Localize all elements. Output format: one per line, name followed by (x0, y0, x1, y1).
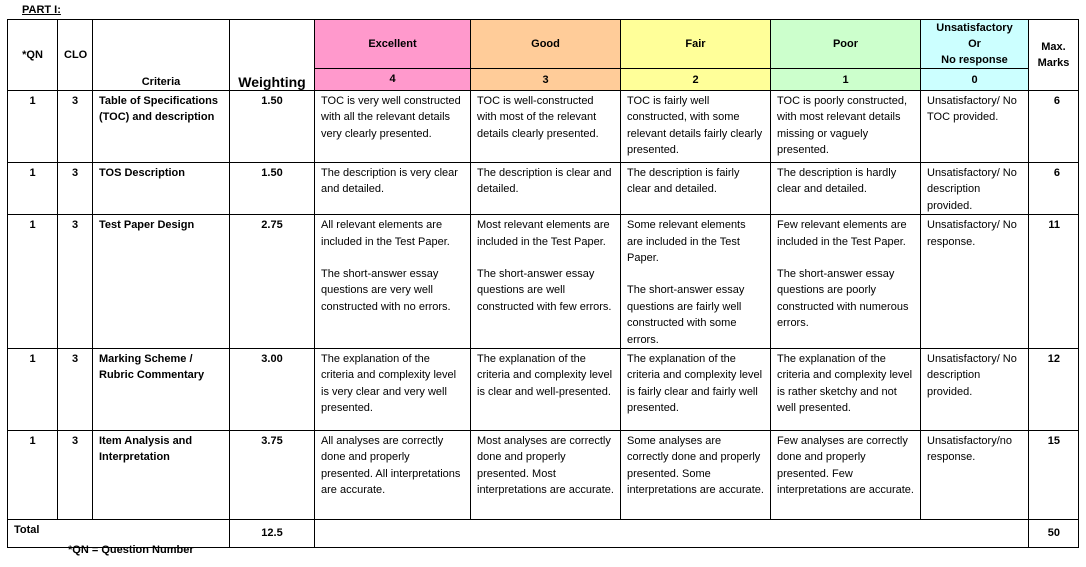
fair-cell: TOC is fairly well constructed, with some relevant details fairly clearly presented. (621, 91, 771, 163)
table-row (8, 163, 1079, 215)
clo-cell: 3 (58, 349, 93, 431)
excellent-cell (315, 215, 471, 349)
total-label: Total (8, 520, 230, 548)
level-poor-header: Poor (771, 20, 921, 69)
max-marks-cell: 11 (1029, 215, 1079, 349)
weighting-cell: 1.50 (230, 91, 315, 163)
max-marks-cell: 15 (1029, 431, 1079, 520)
good-para-1: Most relevant elements are included in the Test Paper. (477, 219, 610, 248)
part-title: PART I: (22, 4, 61, 16)
weighting-cell: 2.75 (230, 215, 315, 349)
footnote: *QN = Question Number (68, 544, 194, 556)
level-unsatisfactory-header (921, 20, 1029, 69)
score-4: 4 (315, 69, 471, 91)
unsatisfactory-cell: Unsatisfactory/ No response. (921, 215, 1029, 349)
max-line-2: Marks (1037, 57, 1070, 69)
unsat-line-1: Unsatisfactory (936, 22, 1013, 34)
unsat-line-2: Or (968, 38, 981, 50)
criteria-cell: Table of Specifications (TOC) and description (93, 91, 230, 163)
clo-header: CLO (58, 20, 93, 91)
weighting-cell: 1.50 (230, 163, 315, 215)
total-max-marks: 50 (1029, 520, 1079, 548)
criteria-cell: TOS Description (93, 163, 230, 215)
good-cell: The explanation of the criteria and complexity level is clear and well-presented. (471, 349, 621, 431)
poor-cell: TOC is poorly constructed, with most relevant details missing or vaguely presented. (771, 91, 921, 163)
max-marks-cell: 6 (1029, 163, 1079, 215)
max-line-1: Max. (1041, 41, 1066, 53)
clo-cell: 3 (58, 163, 93, 215)
max-marks-header (1029, 20, 1079, 91)
poor-cell (771, 215, 921, 349)
rubric-table (7, 19, 1079, 548)
weighting-cell: 3.00 (230, 349, 315, 431)
fair-cell: The description is fairly clear and detailed. (621, 163, 771, 215)
table-row (8, 431, 1079, 520)
criteria-header: Criteria (93, 20, 230, 91)
unsatisfactory-cell: Unsatisfactory/no response. (921, 431, 1029, 520)
poor-cell: The description is hardly clear and detailed. (771, 163, 921, 215)
excellent-cell: TOC is very well constructed with all the relevant details very clearly presented. (315, 91, 471, 163)
clo-cell: 3 (58, 431, 93, 520)
score-1: 1 (771, 69, 921, 91)
fair-cell: The explanation of the criteria and complexity level is fairly clear and fairly well presented. (621, 349, 771, 431)
unsatisfactory-cell: Unsatisfactory/ No TOC provided. (921, 91, 1029, 163)
qn-header: *QN (8, 20, 58, 91)
qn-cell: 1 (8, 349, 58, 431)
excellent-cell: The description is very clear and detailed. (315, 163, 471, 215)
unsatisfactory-cell: Unsatisfactory/ No description provided. (921, 163, 1029, 215)
criteria-cell: Item Analysis and Interpretation (93, 431, 230, 520)
table-row (8, 91, 1079, 163)
score-2: 2 (621, 69, 771, 91)
level-fair-header: Fair (621, 20, 771, 69)
good-cell: Most analyses are correctly done and properly presented. Most interpretations are accurate. (471, 431, 621, 520)
excellent-cell: The explanation of the criteria and complexity level is very clear and very well presented. (315, 349, 471, 431)
poor-cell: Few analyses are correctly done and properly presented. Few interpretations are accurate. (771, 431, 921, 520)
fair-para-2: The short-answer essay questions are fairly well constructed with some errors. (627, 284, 745, 346)
poor-cell: The explanation of the criteria and complexity level is rather sketchy and not well presented. (771, 349, 921, 431)
excellent-para-2: The short-answer essay questions are very well constructed with no errors. (321, 268, 451, 313)
qn-cell: 1 (8, 215, 58, 349)
criteria-cell: Test Paper Design (93, 215, 230, 349)
qn-cell: 1 (8, 91, 58, 163)
excellent-para-1: All relevant elements are included in the Test Paper. (321, 219, 450, 248)
clo-cell: 3 (58, 215, 93, 349)
qn-cell: 1 (8, 163, 58, 215)
level-good-header: Good (471, 20, 621, 69)
excellent-cell: All analyses are correctly done and properly presented. All interpretations are accurate. (315, 431, 471, 520)
poor-para-1: Few relevant elements are included in the Test Paper. (777, 219, 907, 248)
level-excellent-header: Excellent (315, 20, 471, 69)
good-cell: The description is clear and detailed. (471, 163, 621, 215)
weighting-header: Weighting (230, 20, 315, 91)
unsat-line-3: No response (941, 54, 1008, 66)
total-weighting: 12.5 (230, 520, 315, 548)
total-blank (315, 520, 1029, 548)
criteria-cell: Marking Scheme / Rubric Commentary (93, 349, 230, 431)
unsatisfactory-cell: Unsatisfactory/ No description provided. (921, 349, 1029, 431)
clo-cell: 3 (58, 91, 93, 163)
qn-cell: 1 (8, 431, 58, 520)
max-marks-cell: 6 (1029, 91, 1079, 163)
fair-cell (621, 215, 771, 349)
poor-para-2: The short-answer essay questions are poorly constructed with numerous errors. (777, 268, 909, 330)
header-row (8, 20, 1079, 69)
table-row (8, 215, 1079, 349)
good-cell (471, 215, 621, 349)
fair-para-1: Some relevant elements are included in the Test Paper. (627, 219, 746, 265)
table-row (8, 349, 1079, 431)
score-3: 3 (471, 69, 621, 91)
max-marks-cell: 12 (1029, 349, 1079, 431)
weighting-cell: 3.75 (230, 431, 315, 520)
score-0: 0 (921, 69, 1029, 91)
good-para-2: The short-answer essay questions are well constructed with few errors. (477, 268, 612, 313)
good-cell: TOC is well-constructed with most of the relevant details clearly presented. (471, 91, 621, 163)
fair-cell: Some analyses are correctly done and properly presented. Some interpretations are accurate. (621, 431, 771, 520)
